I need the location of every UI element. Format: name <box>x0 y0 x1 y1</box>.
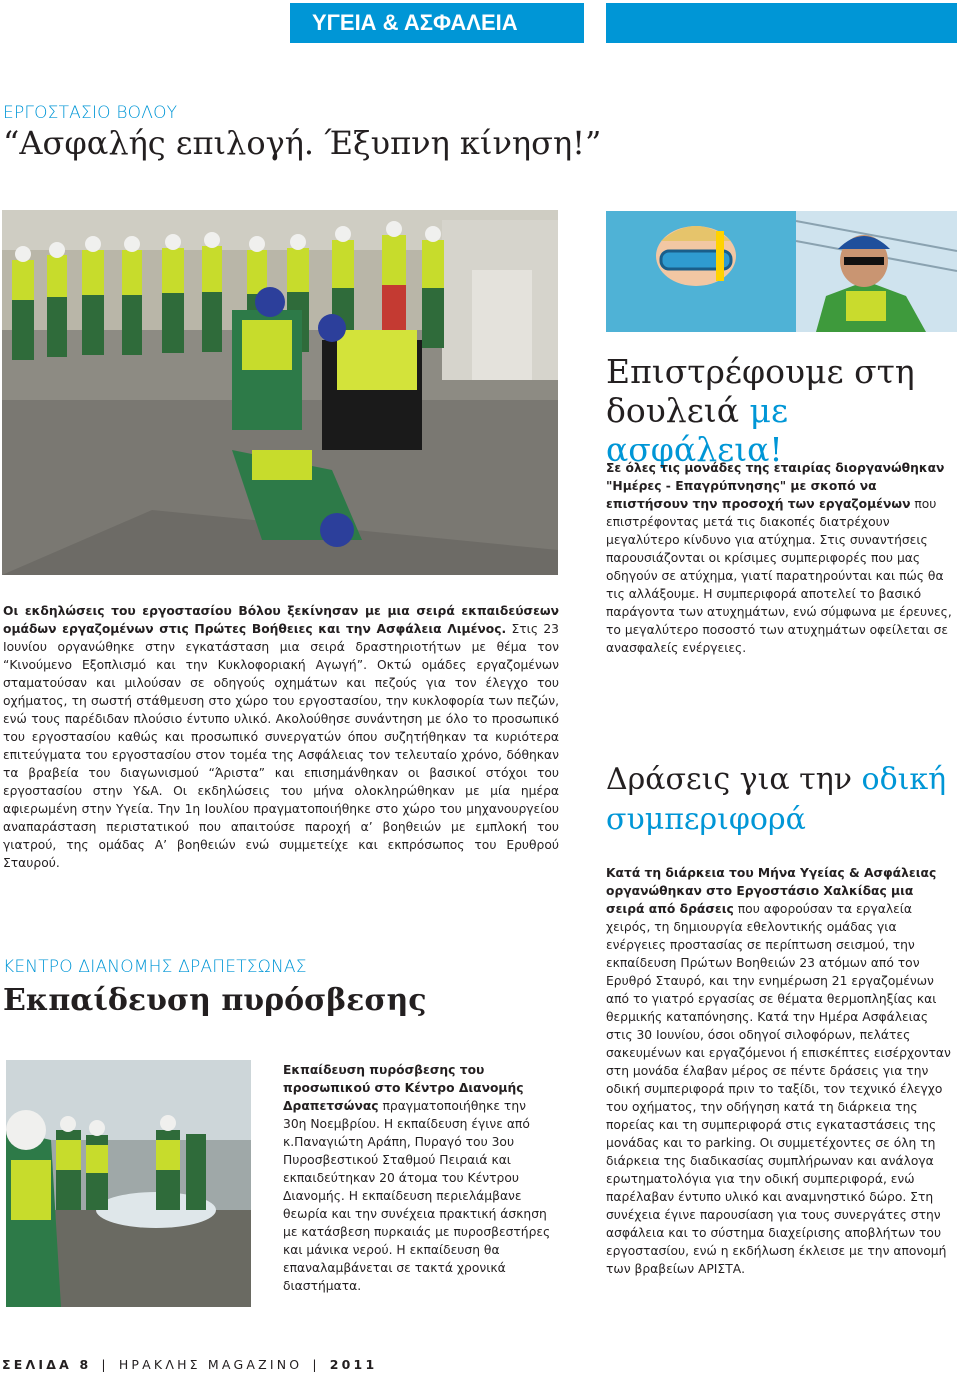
volos-kicker: ΕΡΓΟΣΤΑΣΙΟ ΒΟΛΟΥ <box>3 103 178 123</box>
return-title-part2: δουλειά <box>606 391 750 430</box>
fire-title: Εκπαίδευση πυρόσβεσης <box>3 983 427 1018</box>
road-title-line1 <box>606 760 946 800</box>
road-body-text: που αφορούσαν τα εργαλεία χειρός, τη δημιουργία εθελοντικής ομάδας για ενέργειες προστασίας σε περίπτωση σεισμού, την εκπαίδευση Πρώτων Βοηθειών 23 ατόμων από τον Ερυθρό Σταυρό, και την ενημέρωση 21 εργαζομένων από το γιατρό εργασίας σε θέματα θερμοπληξίας και θερμικής καταπόνησης. Κατά την Ημέρα Ασφάλειας στις 30 Ιουνίου, όσοι οδηγοί σιλοφόρων, πελάτες σακευμένων και εργαζόμενοι ή επισκέπτες εισέρχονταν στη μονάδα έλαβαν μέρος σε πέντε δράσεις για την οδική συμπεριφορά πριν το ταξίδι, τον τεχνικό έλεγχο του οχήματος, την οδήγηση κατά τη διάρκεια της πορείας και τη συμπεριφορά στις εγκαταστάσεις της μονάδας και το parking. Οι συμμετέχοντες σε όλη τη διάρκεια της διαδικασίας συμπλήρωναν και ανάλογα ερωτηματολόγια για την οδική συμπεριφορά, ενώ παρέλαβαν έντυπο υλικό και αναμνηστικό δώρο. Στη συνέχεια έγινε παρουσίαση για τους συνεργάτες στην ασφάλεια και το σύστημα διαχείρισης αποβλήτων του εργοστασίου, ενώ η εκδήλωση έκλεισε με την απονομή των βραβείων ΑΡΙΣΤΑ. <box>606 902 951 1276</box>
section-header <box>290 3 584 43</box>
footer-divider-2: | <box>312 1357 320 1372</box>
road-title <box>606 760 946 840</box>
road-title-part1: Δράσεις για την <box>606 762 862 797</box>
return-title-line1: Επιστρέφουμε στη <box>606 352 915 391</box>
road-title-accent1: οδική <box>861 762 947 797</box>
return-lead: Σε όλες τις μονάδες της εταιρίας διοργανώθηκαν "Ημέρες - Επαγρύπνησης" με σκοπό να επιστήσουν την προσοχή των εργαζομένων <box>606 461 945 511</box>
road-body <box>606 864 956 1278</box>
fire-training-photo <box>6 1060 251 1307</box>
volos-body-text: Στις 23 Ιουνίου οργανώθηκε στην εγκατάσταση μια σειρά δραστηριοτήτων με θέμα τον “Κινούμενο Εξοπλισμό και την Κυκλοφοριακή Αγωγή”. Οκτώ ομάδες εργαζομένων σταματούσαν και μιλούσαν σε οδηγούς οχημάτων και πεζούς για τον έλεγχο του οχήματος, τη σωστή στάθμευση στο χώρο του εργοστασίου, την κυκλοφορία των πεζών, ενώ τους παρέδιδαν πλούσιο έντυπο υλικό. Ακολούθησε συνάντηση με όλο το προσωπικό του εργοστασίου καθώς και προσωπικό συνεργατών όπου συζητήθηκαν τα κυριότερα επιτεύγματα του εργοστασίου στον τομέα της Ασφάλειας τον τελευταίο χρόνο, δόθηκαν τα βραβεία του διαγωνισμού “Άριστα” και επισημάνθηκαν οι βασικοί στόχοι του εργοστασίου στην Υ&Α. Οι εκδηλώσεις του μήνα ολοκληρώθηκαν με μία ημέρα αφιερωμένη στην Υγεία. Την 1η Ιουλίου πραγματοποιήθηκε στο χώρο του μηχανουργείου αναπαράσταση περιστατικού που απαιτούσε παροχή α’ βοηθειών με εμπλοκή του γιατρού, της ομάδας Α’ βοηθειών ενώ συμμετείχε και εκπρόσωπος του Ερυθρού Σταυρού. <box>3 622 559 870</box>
return-body-text: που επιστρέφοντας μετά τις διακοπές διατρέχουν μεγαλύτερο κίνδυνο για ατύχημα. Στις συναντήσεις παρουσιάζονται οι κρίσιμες συμπεριφορές που μας οδηγούν σε ατύχημα, γιατί παρατηρούνται και πώς θα τις αλλάξουμε. Η συμπεριφορά αποτελεί το βασικό παράγοντα των ατυχημάτων, ενώ σύμφωνα με έρευνες, το μεγαλύτερο ποσοστό των ατυχημάτων οφείλεται σε ανασφαλείς ενέργειες. <box>606 497 952 655</box>
return-title-line2 <box>606 391 960 469</box>
magazine-name: ΗΡΑΚΛΗΣ MAGAZINO <box>118 1357 303 1372</box>
page-footer <box>2 1357 377 1372</box>
return-title-accent: με ασφάλεια! <box>606 391 789 469</box>
return-title <box>606 352 960 469</box>
volos-lead: Οι εκδηλώσεις του εργοστασίου Βόλου ξεκίνησαν με μια σειρά εκπαιδεύσεων ομάδων εργαζομένων στις Πρώτες Βοήθειες και την Ασφάλεια Λιμένος. <box>3 604 559 636</box>
return-body <box>606 459 954 657</box>
header-accent-block <box>606 3 957 43</box>
issue-year: 2011 <box>329 1357 378 1372</box>
fire-body <box>283 1061 551 1295</box>
road-title-accent2: συμπεριφορά <box>606 802 806 837</box>
fire-lead: Εκπαίδευση πυρόσβεσης του προσωπικού στο Κέντρο Διανομής Δραπετσώνας <box>283 1063 524 1113</box>
return-to-work-photo <box>606 211 957 332</box>
first-aid-photo <box>2 210 558 575</box>
section-title: ΥΓΕΙΑ & ΑΣΦΑΛΕΙΑ <box>312 10 518 35</box>
page-number: ΣΕΛΙΔΑ 8 <box>2 1357 92 1372</box>
road-lead: Κατά τη διάρκεια του Μήνα Υγείας & Ασφάλειας οργανώθηκαν στο Εργοστάσιο Χαλκίδας μια σειρά από δράσεις <box>606 866 937 916</box>
footer-divider: | <box>101 1357 109 1372</box>
fire-body-text: πραγματοποιήθηκε την 30η Νοεμβρίου. Η εκπαίδευση έγινε από κ.Παναγιώτη Αράπη, Πυραγό του 3ου Πυροσβεστικού Σταθμού Πειραιά και εκπαιδεύτηκαν 20 άτομα του Κέντρου Διανομής. Η εκπαίδευση περιελάμβανε θεωρία και την συνέχεια πρακτική άσκηση με κατάσβεση πυρκαιάς με πυροσβεστήρες και μάνικα νερού. Η εκπαίδευση θα επαναλαμβάνεται σε τακτά χρονικά διαστήματα. <box>283 1099 551 1293</box>
volos-body <box>3 602 559 872</box>
fire-kicker: ΚΕΝΤΡΟ ΔΙΑΝΟΜΗΣ ΔΡΑΠΕΤΣΩΝΑΣ <box>3 957 307 977</box>
volos-title: “Ασφαλής επιλογή. Έξυπνη κίνηση!” <box>3 124 602 162</box>
